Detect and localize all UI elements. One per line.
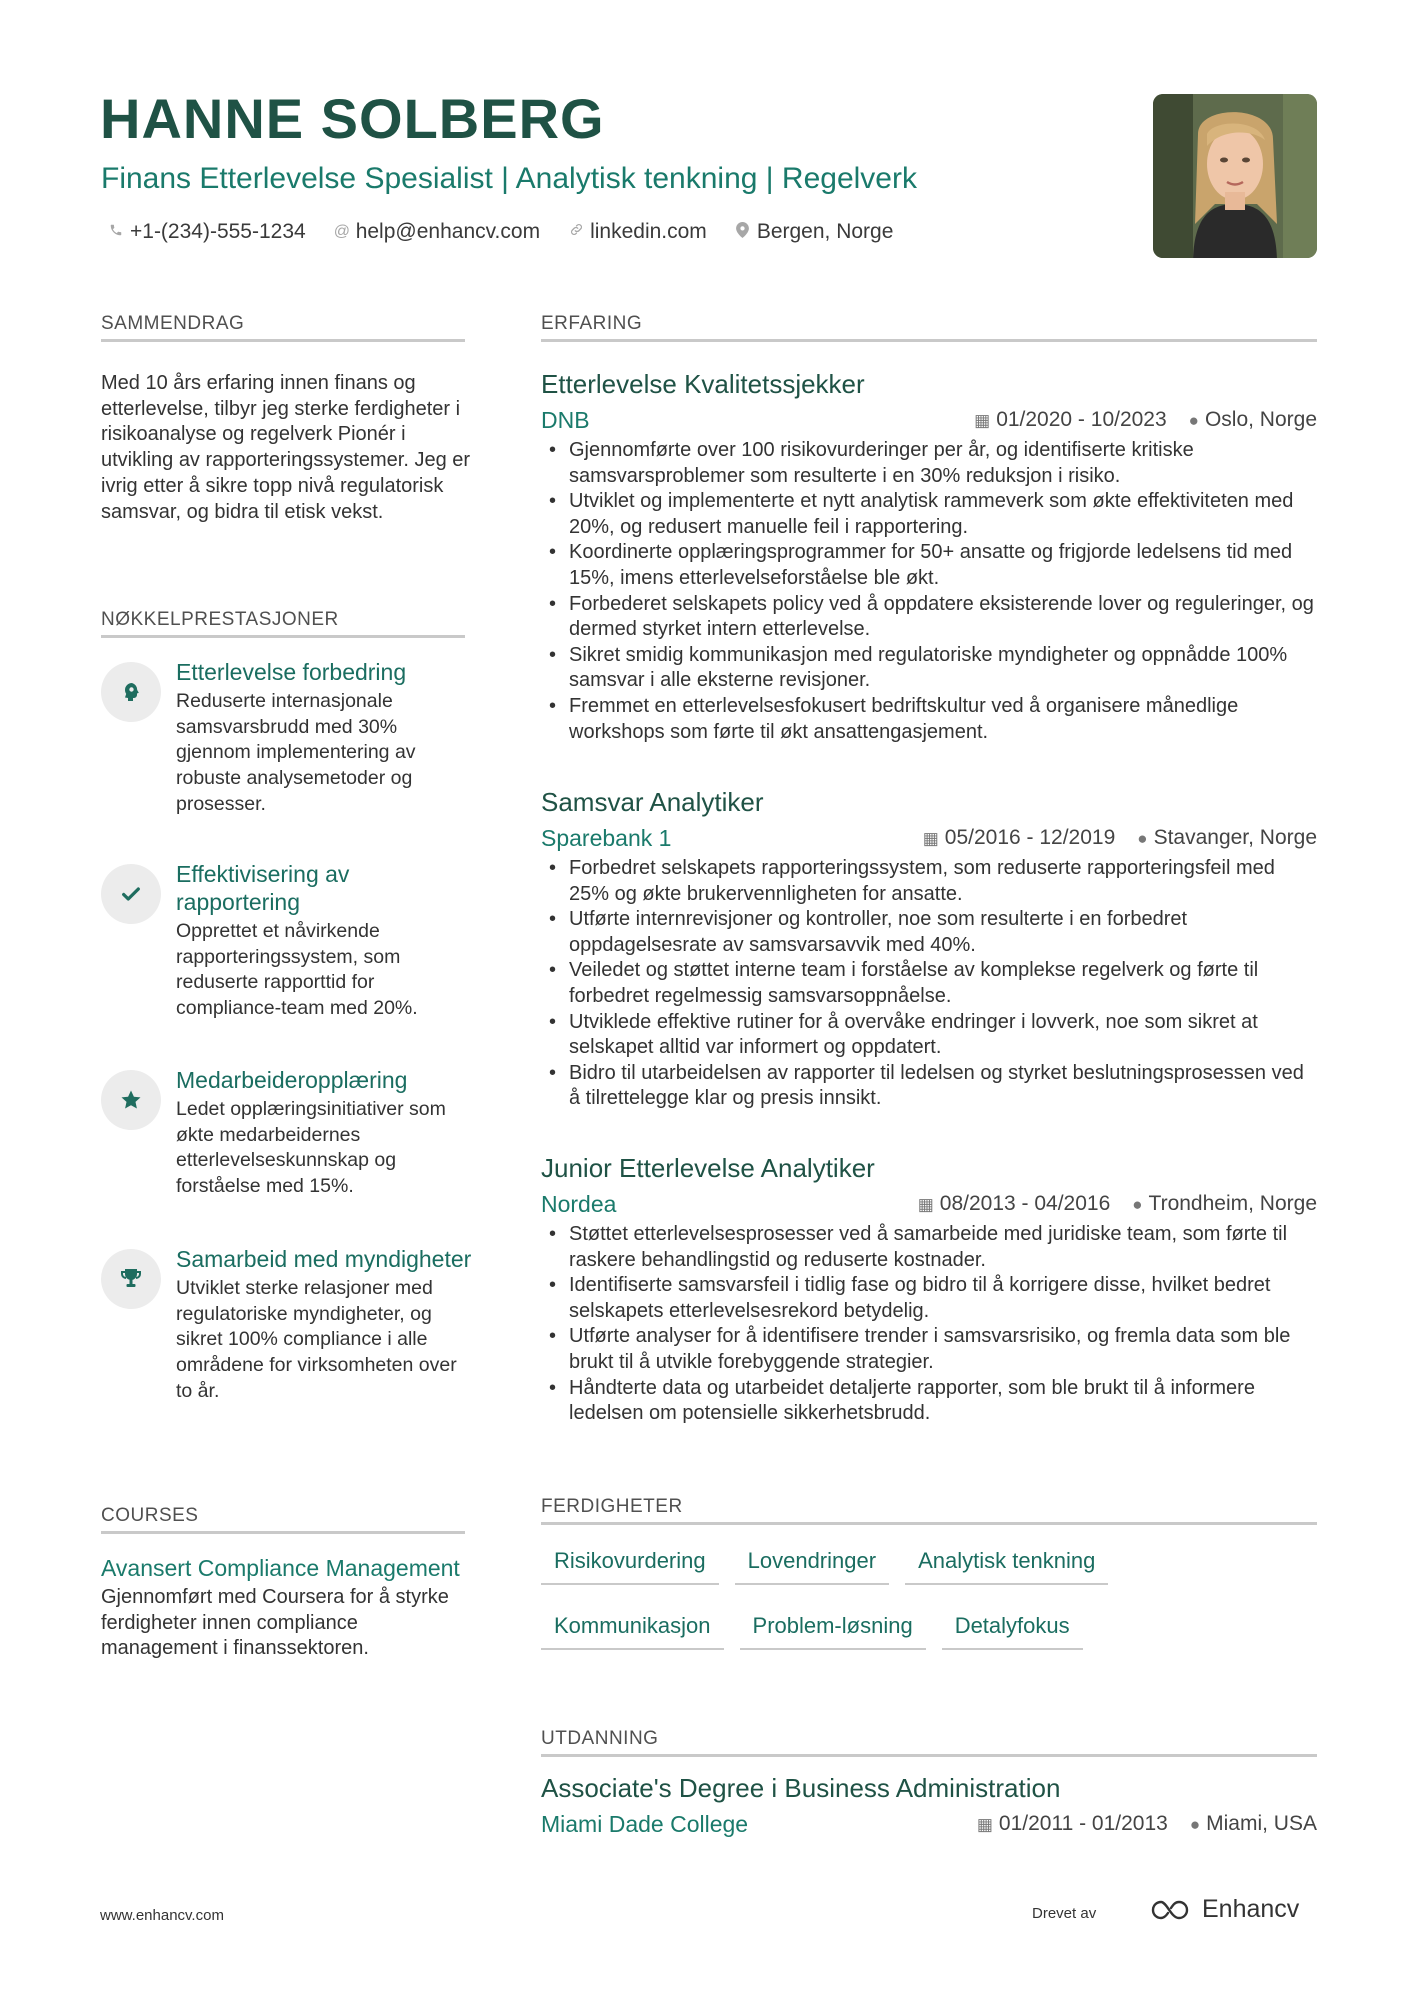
achievement-item — [101, 1245, 473, 1405]
calendar-icon: ▦ — [917, 1195, 934, 1214]
contact-email[interactable] — [334, 220, 540, 244]
section-title-courses: COURSES — [101, 1505, 465, 1534]
section-title-experience: ERFARING — [541, 313, 1317, 342]
education-meta — [977, 1810, 1317, 1839]
link-icon — [568, 222, 584, 242]
calendar-icon: ▦ — [922, 829, 939, 848]
location-pin-icon: ● — [1189, 1815, 1201, 1834]
contact-phone[interactable] — [108, 220, 306, 244]
contact-location — [735, 220, 894, 244]
course-desc: Gjennomført med Coursera for å styrke ferdigheter innen compliance management i finanssektoren. — [101, 1586, 449, 1660]
job-bullet: • Forbedret selskapets rapporteringssystem, som reduserte rapporteringsfeil med 25% og økte brukervennligheten for ansatte. — [569, 856, 1317, 907]
skill-tag: Detalyfokus — [942, 1608, 1083, 1650]
headline: Finans Etterlevelse Spesialist | Analytisk tenkning | Regelverk — [101, 162, 917, 195]
trophy-icon — [101, 1249, 161, 1309]
job-dates: 05/2016 - 12/2019 — [944, 826, 1116, 849]
star-icon — [101, 1070, 161, 1130]
contact-bar — [108, 220, 893, 244]
calendar-icon: ▦ — [974, 411, 991, 430]
achievement-title: Etterlevelse forbedring — [176, 659, 407, 685]
achievement-title: Medarbeideropplæring — [176, 1067, 408, 1093]
check-icon — [101, 864, 161, 924]
enhancv-logo[interactable] — [1150, 1895, 1299, 1924]
experience-item — [541, 1152, 1317, 1427]
linkedin-text: linkedin.com — [590, 220, 707, 243]
job-title: Etterlevelse Kvalitetssjekker — [541, 369, 865, 399]
skill-tag: Analytisk tenkning — [905, 1543, 1108, 1585]
course-item — [101, 1554, 473, 1662]
enhancv-brand-text: Enhancv — [1202, 1895, 1300, 1923]
achievement-title: Samarbeid med myndigheter — [176, 1246, 472, 1272]
section-title-skills: FERDIGHETER — [541, 1496, 1317, 1525]
achievement-item — [101, 658, 473, 818]
achievement-desc: Reduserte internasjonale samsvarsbrudd med 30% gjennom implementering av robuste analysemetoder og prosesser. — [176, 690, 416, 815]
job-bullet: • Identifiserte samsvarsfeil i tidlig fase og bidro til å korrigere disse, hvilket bedret selskapets etterlevelsesrekord betydelig. — [569, 1273, 1317, 1324]
location-pin-icon — [735, 222, 751, 243]
job-bullet: • Utviklet og implementerte et nytt analytisk rammeverk som økte effektiviteten med 20%, og redusert manuelle feil i rapportering. — [569, 489, 1317, 540]
achievement-item — [101, 1066, 473, 1200]
location-text: Bergen, Norge — [756, 220, 894, 243]
education-item — [541, 1772, 1317, 1842]
phone-text: +1-(234)-555-1234 — [130, 220, 306, 243]
skill-tag: Kommunikasjon — [541, 1608, 724, 1650]
job-meta — [974, 406, 1317, 435]
achievement-desc: Utviklet sterke relasjoner med regulatoriske myndigheter, og sikret 100% compliance i alle områdene for virksomheten over to år. — [176, 1277, 457, 1402]
achievement-desc: Opprettet et nåvirkende rapporteringssystem, som reduserte rapporttid for compliance-team med 20%. — [176, 920, 418, 1020]
job-bullet: • Utførte analyser for å identifisere trender i samsvarsrisiko, og fremla data som ble brukt til å utvikle forebyggende strategier. — [569, 1324, 1317, 1375]
job-dates: 01/2020 - 10/2023 — [996, 408, 1167, 431]
job-location: Oslo, Norge — [1204, 408, 1317, 431]
section-title-summary: SAMMENDRAG — [101, 313, 465, 342]
job-bullet: • Koordinerte opplæringsprogrammer for 50+ ansatte og frigjorde ledelsens tid med 15%, imens etterlevelseforståelse ble økt. — [569, 540, 1317, 591]
experience-item — [541, 786, 1317, 1112]
job-bullets — [541, 856, 1317, 1112]
contact-linkedin[interactable] — [568, 220, 707, 244]
candidate-name: HANNE SOLBERG — [100, 87, 605, 150]
achievement-title: Effektivisering av rapportering — [176, 861, 350, 915]
profile-photo — [1153, 94, 1317, 258]
job-location: Trondheim, Norge — [1148, 1192, 1317, 1215]
location-pin-icon: ● — [1137, 829, 1148, 848]
experience-item — [541, 368, 1317, 745]
phone-icon — [108, 223, 124, 242]
job-bullet: • Bidro til utarbeidelsen av rapporter til ledelsen og styrket beslutningsprosessen ved å tilrettelegge klar og presis innsikt. — [569, 1061, 1317, 1112]
job-bullet: • Veiledet og støttet interne team i forståelse av komplekse regelverk og førte til forbedret regelmessig samsvarsoppnåelse. — [569, 958, 1317, 1009]
skill-tag: Lovendringer — [735, 1543, 889, 1585]
skill-tag: Risikovurdering — [541, 1543, 719, 1585]
job-bullets — [541, 438, 1317, 745]
job-bullet: • Håndterte data og utarbeidet detaljerte rapporter, som ble brukt til å informere ledelsen om potensielle sikkerhetsbrudd. — [569, 1376, 1317, 1427]
brain-icon — [101, 662, 161, 722]
calendar-icon: ▦ — [976, 1815, 993, 1834]
location-pin-icon: ● — [1188, 411, 1199, 430]
section-title-achievements: NØKKELPRESTASJONER — [101, 609, 465, 638]
job-title: Junior Etterlevelse Analytiker — [541, 1153, 875, 1183]
company-name: Nordea — [541, 1191, 617, 1217]
job-bullet: • Støttet etterlevelsesprosesser ved å samarbeide med juridiske team, som førte til raskere behandlingstid og reduserte kostnader. — [569, 1222, 1317, 1273]
job-bullet: • Fremmet en etterlevelsesfokusert bedriftskultur ved å organisere månedlige workshops som førte til økt ansattengasjement. — [569, 694, 1317, 745]
at-icon: @ — [333, 223, 350, 240]
company-name: DNB — [541, 407, 590, 433]
job-title: Samsvar Analytiker — [541, 787, 764, 817]
job-dates: 08/2013 - 04/2016 — [939, 1192, 1111, 1215]
job-bullet: • Utførte internrevisjoner og kontroller, noe som resulterte i en forbedret oppdagelsesrate av samsvarsavvik med 40%. — [569, 907, 1317, 958]
achievement-desc: Ledet opplæringsinitiativer som økte medarbeidernes etterlevelseskunnskap og forståelse med 15%. — [176, 1098, 446, 1198]
job-meta — [923, 824, 1317, 853]
job-bullet: • Utviklede effektive rutiner for å overvåke endringer i lovverk, noe som sikret at selskapet alltid var informert og oppdatert. — [569, 1010, 1317, 1061]
job-bullets — [541, 1222, 1317, 1427]
job-location: Stavanger, Norge — [1153, 826, 1317, 849]
education-location: Miami, USA — [1206, 1812, 1317, 1835]
location-pin-icon: ● — [1132, 1195, 1143, 1214]
footer-powered-by: Drevet av — [1032, 1905, 1097, 1922]
degree-title: Associate's Degree i Business Administration — [541, 1773, 1061, 1803]
job-bullet: • Gjennomførte over 100 risikovurderinger per år, og identifiserte kritiske samsvarsproblemer som resulterte i en 30% reduksjon i risiko. — [569, 438, 1317, 489]
school-name: Miami Dade College — [541, 1811, 749, 1837]
achievement-item — [101, 860, 473, 1022]
education-dates: 01/2011 - 01/2013 — [998, 1812, 1168, 1835]
footer-url[interactable]: www.enhancv.com — [100, 1907, 224, 1924]
course-title: Avansert Compliance Management — [101, 1555, 460, 1581]
job-meta — [918, 1190, 1317, 1219]
enhancv-logo-icon — [1150, 1898, 1196, 1922]
company-name: Sparebank 1 — [541, 825, 672, 851]
email-text: help@enhancv.com — [355, 220, 541, 243]
section-title-education: UTDANNING — [541, 1728, 1317, 1757]
summary-text: Med 10 års erfaring innen finans og etterlevelse, tilbyr jeg sterke ferdigheter i risikoanalyse og regelverk Pionér i utvikling av rapporteringssystemer. Jeg er ivrig etter å sikre topp nivå regulatorisk samsvar, og bidra til etisk vekst. — [101, 372, 471, 523]
job-bullet: • Sikret smidig kommunikasjon med regulatoriske myndigheter og oppnådde 100% samsvar i alle eksterne revisjoner. — [569, 643, 1317, 694]
skills-list — [541, 1543, 1317, 1673]
skill-tag: Problem-løsning — [740, 1608, 926, 1650]
job-bullet: • Forbederet selskapets policy ved å oppdatere eksisterende lover og reguleringer, og dermed styrket intern etterlevelse. — [569, 592, 1317, 643]
